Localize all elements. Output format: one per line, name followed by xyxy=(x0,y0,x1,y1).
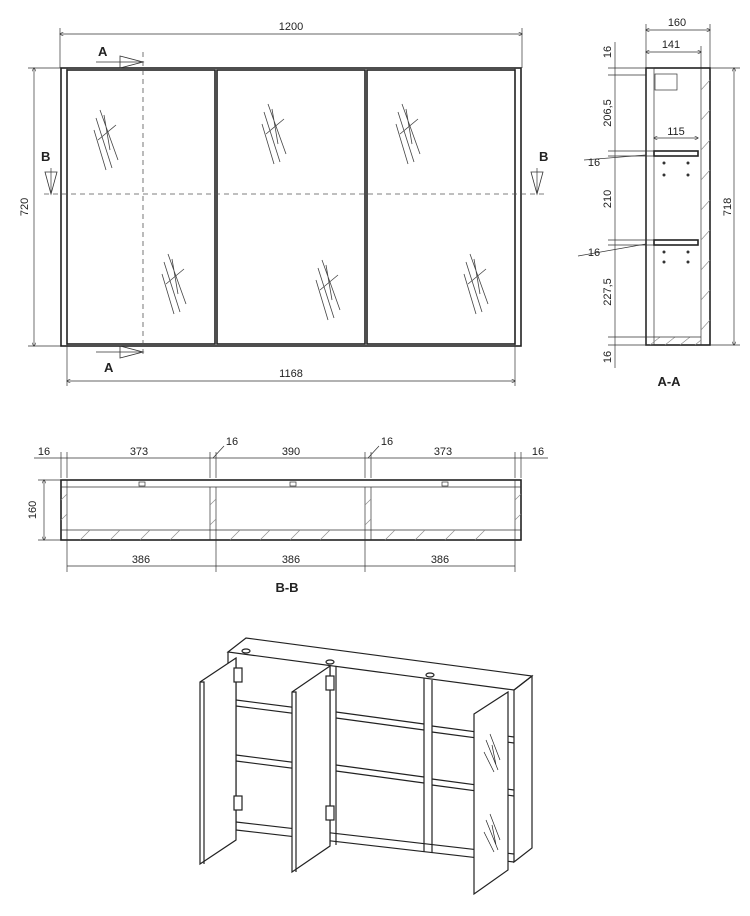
section-bb xyxy=(27,436,548,595)
aa-dim-top: 16 xyxy=(602,45,614,59)
aa-title: A-A xyxy=(657,374,681,389)
aa-dim-lower-space: 227,5 xyxy=(602,278,614,306)
bb-top-dim-2: 373 xyxy=(129,446,149,458)
bb-depth: 160 xyxy=(27,500,39,520)
aa-dim-upper-space: 206,5 xyxy=(602,99,614,127)
aa-height: 718 xyxy=(722,197,734,217)
bb-top-dim-3: 16 xyxy=(225,436,239,448)
front-height: 720 xyxy=(19,197,31,217)
aa-dim-shelf-2: 16 xyxy=(587,247,601,259)
bb-top-dim-1: 16 xyxy=(37,446,51,458)
isometric-view xyxy=(200,638,532,894)
section-b-left-label: B xyxy=(41,149,51,164)
bb-top-dim-4: 390 xyxy=(281,446,301,458)
bb-bottom-dim-2: 386 xyxy=(281,554,301,566)
mirror-reflection-marks xyxy=(94,104,488,320)
aa-shelf-depth: 115 xyxy=(667,126,685,138)
front-view xyxy=(19,21,548,386)
aa-dim-middle-space: 210 xyxy=(602,189,614,209)
aa-depth-inner: 141 xyxy=(661,39,681,51)
aa-dim-bottom: 16 xyxy=(602,350,614,364)
bb-top-dim-7: 16 xyxy=(531,446,545,458)
section-a-bottom-label: A xyxy=(104,360,114,375)
aa-dim-shelf-1: 16 xyxy=(587,157,601,169)
section-a-top-label: A xyxy=(98,44,108,59)
aa-shelf-upper xyxy=(654,151,698,156)
bb-bottom-dim-3: 386 xyxy=(430,554,450,566)
front-width-inner: 1168 xyxy=(279,368,303,380)
cabinet-outline xyxy=(61,68,521,346)
bb-top-dim-5: 16 xyxy=(380,436,394,448)
section-b-right-label: B xyxy=(539,149,549,164)
door-right xyxy=(367,70,515,344)
door-middle xyxy=(217,70,365,344)
door-left xyxy=(67,70,215,344)
section-aa xyxy=(578,17,740,389)
bb-top-dim-6: 373 xyxy=(433,446,453,458)
front-width-overall: 1200 xyxy=(278,21,304,33)
bb-bottom-dim-1: 386 xyxy=(131,554,151,566)
aa-shelf-lower xyxy=(654,240,698,245)
aa-depth-overall: 160 xyxy=(667,17,687,29)
bb-title: B-B xyxy=(275,580,299,595)
bb-plan-outline xyxy=(61,480,521,540)
